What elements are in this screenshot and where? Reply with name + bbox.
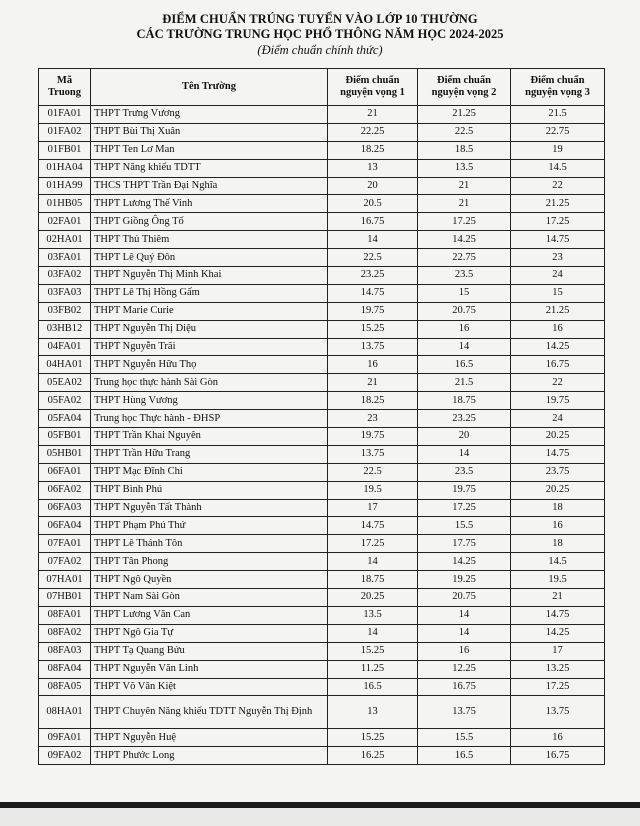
table-row (39, 517, 605, 535)
table-row (39, 374, 605, 392)
school-name-cell: THPT Trưng Vương (91, 106, 328, 124)
score-nv1-cell: 15.25 (328, 320, 418, 338)
table-row (39, 481, 605, 499)
score-nv1-cell: 17.25 (328, 535, 418, 553)
score-nv2-cell: 16.75 (418, 678, 511, 696)
school-name-cell: THCS THPT Trần Đại Nghĩa (91, 177, 328, 195)
school-name-cell: THPT Phạm Phú Thứ (91, 517, 328, 535)
score-nv2-cell: 17.25 (418, 499, 511, 517)
score-nv2-cell: 21 (418, 177, 511, 195)
score-nv1-cell: 14.75 (328, 284, 418, 302)
score-nv2-cell: 20 (418, 428, 511, 446)
school-code-cell: 03FA01 (39, 249, 91, 267)
school-name-cell: THPT Nam Sài Gòn (91, 589, 328, 607)
table-row (39, 606, 605, 624)
score-nv2-cell: 21 (418, 195, 511, 213)
score-nv2-cell: 15 (418, 284, 511, 302)
score-nv3-cell: 14.5 (511, 553, 605, 571)
school-name-cell: THPT Võ Văn Kiệt (91, 678, 328, 696)
school-code-cell: 04FA01 (39, 338, 91, 356)
score-nv1-cell: 21 (328, 106, 418, 124)
school-code-cell: 08HA01 (39, 696, 91, 729)
score-nv2-cell: 14 (418, 338, 511, 356)
school-code-cell: 04HA01 (39, 356, 91, 374)
school-code-cell: 08FA02 (39, 624, 91, 642)
school-name-cell: THPT Nguyễn Tất Thành (91, 499, 328, 517)
school-name-cell: THPT Thủ Thiêm (91, 231, 328, 249)
score-nv3-cell: 14.75 (511, 445, 605, 463)
table-row (39, 499, 605, 517)
score-nv1-cell: 13.75 (328, 445, 418, 463)
header-nv2: Điểm chuẩn nguyện vọng 2 (418, 69, 511, 106)
score-nv2-cell: 14.25 (418, 231, 511, 249)
score-nv3-cell: 17 (511, 642, 605, 660)
score-nv3-cell: 16.75 (511, 747, 605, 765)
score-nv3-cell: 14.25 (511, 338, 605, 356)
score-nv3-cell: 16 (511, 729, 605, 747)
score-nv3-cell: 13.75 (511, 696, 605, 729)
school-code-cell: 06FA01 (39, 463, 91, 481)
score-nv3-cell: 18 (511, 535, 605, 553)
school-code-cell: 08FA03 (39, 642, 91, 660)
score-nv2-cell: 21.25 (418, 106, 511, 124)
score-nv2-cell: 23.25 (418, 410, 511, 428)
table-row (39, 141, 605, 159)
score-nv1-cell: 18.25 (328, 392, 418, 410)
school-name-cell: THPT Nguyễn Trãi (91, 338, 328, 356)
score-nv2-cell: 19.25 (418, 571, 511, 589)
school-code-cell: 09FA02 (39, 747, 91, 765)
score-nv2-cell: 16 (418, 320, 511, 338)
next-page-edge (0, 808, 640, 826)
table-row (39, 535, 605, 553)
score-nv1-cell: 14 (328, 553, 418, 571)
score-nv3-cell: 16 (511, 320, 605, 338)
score-nv2-cell: 16.5 (418, 747, 511, 765)
school-code-cell: 08FA04 (39, 660, 91, 678)
score-nv2-cell: 17.25 (418, 213, 511, 231)
score-nv1-cell: 14 (328, 231, 418, 249)
table-row (39, 553, 605, 571)
document-subtitle: (Điểm chuẩn chính thức) (257, 43, 383, 57)
school-code-cell: 02HA01 (39, 231, 91, 249)
school-code-cell: 01FB01 (39, 141, 91, 159)
school-code-cell: 08FA01 (39, 606, 91, 624)
school-name-cell: THPT Ten Lơ Man (91, 141, 328, 159)
school-code-cell: 01HA99 (39, 177, 91, 195)
score-nv1-cell: 20 (328, 177, 418, 195)
score-nv3-cell: 24 (511, 410, 605, 428)
table-row (39, 729, 605, 747)
score-nv3-cell: 21.25 (511, 195, 605, 213)
school-name-cell: THPT Nguyễn Hữu Thọ (91, 356, 328, 374)
table-row (39, 267, 605, 285)
school-code-cell: 06FA03 (39, 499, 91, 517)
score-nv2-cell: 22.75 (418, 249, 511, 267)
score-nv2-cell: 18.5 (418, 141, 511, 159)
score-nv2-cell: 23.5 (418, 267, 511, 285)
score-nv1-cell: 13.5 (328, 606, 418, 624)
score-nv2-cell: 22.5 (418, 123, 511, 141)
school-name-cell: THPT Lương Thế Vinh (91, 195, 328, 213)
score-nv1-cell: 19.75 (328, 428, 418, 446)
school-name-cell: THPT Giồng Ông Tố (91, 213, 328, 231)
table-row (39, 589, 605, 607)
school-name-cell: THPT Tân Phong (91, 553, 328, 571)
school-name-cell: THPT Ngô Quyền (91, 571, 328, 589)
table-header-row (39, 69, 605, 106)
score-nv1-cell: 13 (328, 159, 418, 177)
school-code-cell: 05FB01 (39, 428, 91, 446)
score-nv1-cell: 20.25 (328, 589, 418, 607)
score-nv3-cell: 18 (511, 499, 605, 517)
score-nv3-cell: 24 (511, 267, 605, 285)
score-nv3-cell: 14.5 (511, 159, 605, 177)
score-nv1-cell: 22.5 (328, 463, 418, 481)
score-nv3-cell: 23 (511, 249, 605, 267)
table-row (39, 356, 605, 374)
table-row (39, 284, 605, 302)
school-name-cell: THPT Mạc Đĩnh Chi (91, 463, 328, 481)
school-code-cell: 08FA05 (39, 678, 91, 696)
score-nv1-cell: 11.25 (328, 660, 418, 678)
score-nv2-cell: 20.75 (418, 589, 511, 607)
school-name-cell: THPT Marie Curie (91, 302, 328, 320)
header-nv3: Điểm chuẩn nguyện vọng 3 (511, 69, 605, 106)
table-row (39, 159, 605, 177)
school-name-cell: THPT Trần Hữu Trang (91, 445, 328, 463)
score-nv2-cell: 17.75 (418, 535, 511, 553)
score-nv2-cell: 14 (418, 445, 511, 463)
table-row (39, 106, 605, 124)
table-row (39, 177, 605, 195)
score-nv1-cell: 16 (328, 356, 418, 374)
school-name-cell: Trung học Thực hành - ĐHSP (91, 410, 328, 428)
score-nv3-cell: 23.75 (511, 463, 605, 481)
score-nv3-cell: 17.25 (511, 678, 605, 696)
school-name-cell: THPT Ngô Gia Tự (91, 624, 328, 642)
school-name-cell: THPT Bùi Thị Xuân (91, 123, 328, 141)
score-nv3-cell: 19.5 (511, 571, 605, 589)
school-code-cell: 03FB02 (39, 302, 91, 320)
score-nv1-cell: 19.75 (328, 302, 418, 320)
header-code: Mã Truong (39, 69, 91, 106)
table-row (39, 642, 605, 660)
score-nv3-cell: 21 (511, 589, 605, 607)
table-row (39, 392, 605, 410)
school-name-cell: THPT Hùng Vương (91, 392, 328, 410)
score-nv3-cell: 16.75 (511, 356, 605, 374)
score-nv2-cell: 21.5 (418, 374, 511, 392)
score-nv2-cell: 16.5 (418, 356, 511, 374)
school-name-cell: THPT Bình Phú (91, 481, 328, 499)
score-nv2-cell: 12.25 (418, 660, 511, 678)
table-row (39, 410, 605, 428)
school-name-cell: THPT Nguyễn Thị Minh Khai (91, 267, 328, 285)
score-nv3-cell: 17.25 (511, 213, 605, 231)
school-name-cell: Trung học thực hành Sài Gòn (91, 374, 328, 392)
table-body (39, 106, 605, 765)
score-nv3-cell: 20.25 (511, 428, 605, 446)
score-nv1-cell: 16.25 (328, 747, 418, 765)
score-nv1-cell: 15.25 (328, 642, 418, 660)
score-nv3-cell: 21.5 (511, 106, 605, 124)
table-row (39, 624, 605, 642)
score-nv2-cell: 14 (418, 606, 511, 624)
score-nv1-cell: 16.5 (328, 678, 418, 696)
header-nv1: Điểm chuẩn nguyện vọng 1 (328, 69, 418, 106)
score-nv3-cell: 22.75 (511, 123, 605, 141)
score-nv3-cell: 15 (511, 284, 605, 302)
score-nv1-cell: 16.75 (328, 213, 418, 231)
table-row (39, 302, 605, 320)
score-nv1-cell: 23 (328, 410, 418, 428)
score-nv3-cell: 14.25 (511, 624, 605, 642)
score-nv2-cell: 15.5 (418, 729, 511, 747)
school-code-cell: 01FA02 (39, 123, 91, 141)
school-name-cell: THPT Lê Quý Đôn (91, 249, 328, 267)
score-nv2-cell: 20.75 (418, 302, 511, 320)
school-code-cell: 03HB12 (39, 320, 91, 338)
school-name-cell: THPT Năng khiếu TDTT (91, 159, 328, 177)
document-title: ĐIỂM CHUẨN TRÚNG TUYỂN VÀO LỚP 10 THƯỜNG (162, 12, 478, 26)
score-table (38, 68, 605, 765)
table-row (39, 320, 605, 338)
table-row (39, 249, 605, 267)
score-nv3-cell: 22 (511, 374, 605, 392)
score-nv1-cell: 18.25 (328, 141, 418, 159)
score-nv3-cell: 21.25 (511, 302, 605, 320)
score-nv2-cell: 19.75 (418, 481, 511, 499)
school-code-cell: 05FA04 (39, 410, 91, 428)
school-code-cell: 09FA01 (39, 729, 91, 747)
table-row (39, 678, 605, 696)
table-row (39, 428, 605, 446)
school-code-cell: 01HB05 (39, 195, 91, 213)
score-nv1-cell: 13 (328, 696, 418, 729)
score-nv2-cell: 18.75 (418, 392, 511, 410)
score-nv1-cell: 13.75 (328, 338, 418, 356)
school-name-cell: THPT Lương Văn Can (91, 606, 328, 624)
school-code-cell: 07HB01 (39, 589, 91, 607)
document-title-line2: CÁC TRƯỜNG TRUNG HỌC PHỔ THÔNG NĂM HỌC 2024-2025 (136, 27, 504, 41)
score-nv3-cell: 19.75 (511, 392, 605, 410)
table-row (39, 195, 605, 213)
score-nv3-cell: 13.25 (511, 660, 605, 678)
score-nv1-cell: 22.25 (328, 123, 418, 141)
school-code-cell: 03FA02 (39, 267, 91, 285)
school-name-cell: THPT Nguyễn Văn Linh (91, 660, 328, 678)
school-name-cell: THPT Trần Khai Nguyên (91, 428, 328, 446)
score-nv1-cell: 21 (328, 374, 418, 392)
school-name-cell: THPT Nguyễn Thị Diệu (91, 320, 328, 338)
score-nv2-cell: 14 (418, 624, 511, 642)
table-row (39, 463, 605, 481)
score-nv1-cell: 23.25 (328, 267, 418, 285)
school-code-cell: 01FA01 (39, 106, 91, 124)
school-name-cell: THPT Lê Thánh Tôn (91, 535, 328, 553)
school-code-cell: 07FA01 (39, 535, 91, 553)
score-nv1-cell: 19.5 (328, 481, 418, 499)
table-row (39, 571, 605, 589)
score-nv2-cell: 13.5 (418, 159, 511, 177)
table-row (39, 231, 605, 249)
score-nv3-cell: 16 (511, 517, 605, 535)
school-code-cell: 06FA02 (39, 481, 91, 499)
score-nv2-cell: 13.75 (418, 696, 511, 729)
score-nv2-cell: 16 (418, 642, 511, 660)
school-code-cell: 05EA02 (39, 374, 91, 392)
score-nv1-cell: 18.75 (328, 571, 418, 589)
school-name-cell: THPT Phước Long (91, 747, 328, 765)
score-nv3-cell: 22 (511, 177, 605, 195)
school-code-cell: 01HA04 (39, 159, 91, 177)
school-code-cell: 07FA02 (39, 553, 91, 571)
score-nv3-cell: 14.75 (511, 231, 605, 249)
score-nv1-cell: 14 (328, 624, 418, 642)
table-row (39, 445, 605, 463)
school-name-cell: THPT Nguyễn Huệ (91, 729, 328, 747)
score-nv1-cell: 15.25 (328, 729, 418, 747)
table-row (39, 213, 605, 231)
score-nv2-cell: 23.5 (418, 463, 511, 481)
score-nv3-cell: 19 (511, 141, 605, 159)
table-row (39, 338, 605, 356)
school-code-cell: 06FA04 (39, 517, 91, 535)
table-row (39, 123, 605, 141)
score-nv3-cell: 14.75 (511, 606, 605, 624)
table-row (39, 696, 605, 729)
school-code-cell: 05FA02 (39, 392, 91, 410)
school-code-cell: 05HB01 (39, 445, 91, 463)
score-nv1-cell: 22.5 (328, 249, 418, 267)
school-code-cell: 07HA01 (39, 571, 91, 589)
score-nv2-cell: 15.5 (418, 517, 511, 535)
score-nv2-cell: 14.25 (418, 553, 511, 571)
school-name-cell: THPT Lê Thị Hồng Gấm (91, 284, 328, 302)
score-nv1-cell: 17 (328, 499, 418, 517)
school-code-cell: 03FA03 (39, 284, 91, 302)
school-name-cell: THPT Tạ Quang Bửu (91, 642, 328, 660)
score-nv1-cell: 20.5 (328, 195, 418, 213)
school-name-cell: THPT Chuyên Năng khiếu TDTT Nguyễn Thị Định (91, 696, 328, 729)
score-nv3-cell: 20.25 (511, 481, 605, 499)
header-school-name: Tên Trường (91, 69, 328, 106)
table-row (39, 747, 605, 765)
score-nv1-cell: 14.75 (328, 517, 418, 535)
school-code-cell: 02FA01 (39, 213, 91, 231)
table-row (39, 660, 605, 678)
